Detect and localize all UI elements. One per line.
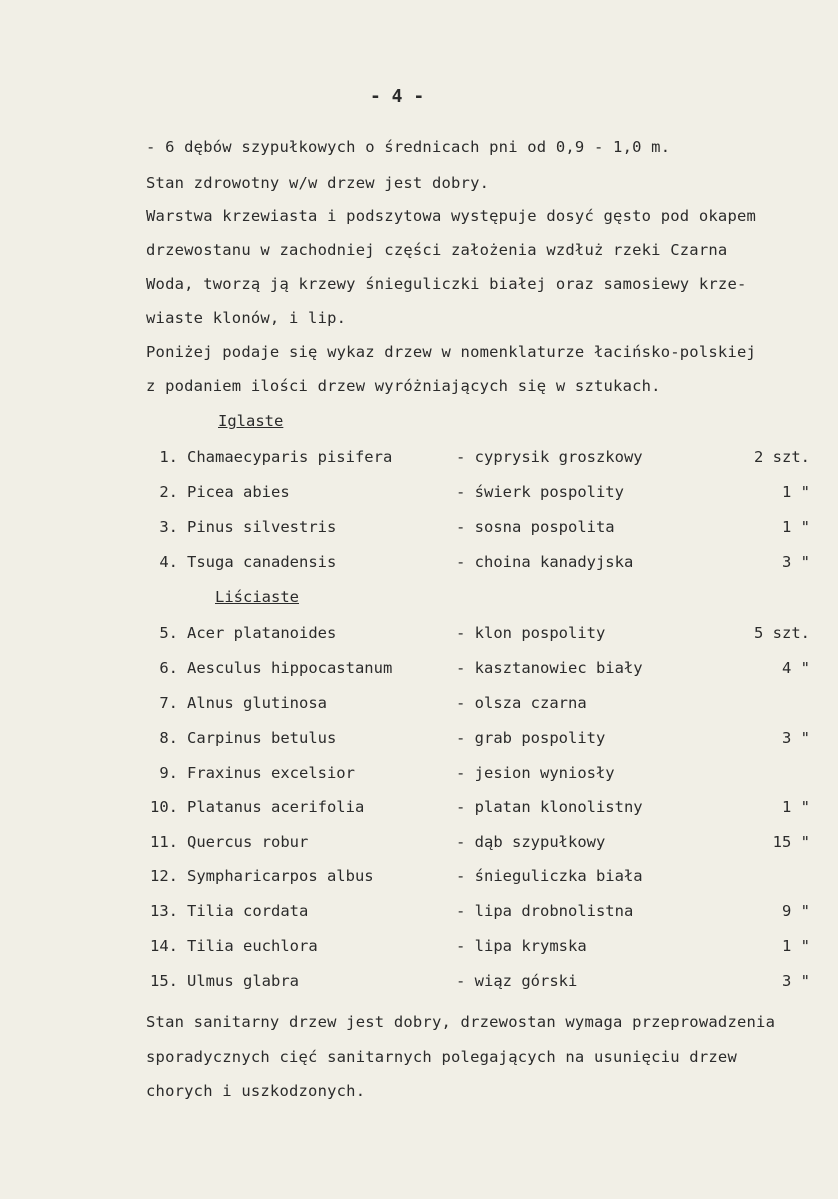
closing-line: chorych i uszkodzonych.	[146, 1082, 366, 1100]
row-number: 3.	[159, 518, 178, 536]
table-row	[0, 483, 838, 505]
intro-line: Woda, tworzą ją krzewy śnieguliczki białej oraz samosiewy krze-	[146, 275, 747, 293]
row-number: 5.	[159, 624, 178, 642]
quantity: 3 "	[782, 553, 810, 571]
table-row	[0, 972, 838, 994]
latin-name: Sympharicarpos albus	[187, 867, 374, 885]
polish-name: - lipa krymska	[456, 937, 587, 955]
latin-name: Ulmus glabra	[187, 972, 299, 990]
quantity: 3 "	[782, 729, 810, 747]
table-row	[0, 518, 838, 540]
polish-name: - kasztanowiec biały	[456, 659, 643, 677]
polish-name: - choina kanadyjska	[456, 553, 634, 571]
polish-name: - grab pospolity	[456, 729, 606, 747]
row-number: 4.	[159, 553, 178, 571]
latin-name: Acer platanoides	[187, 624, 337, 642]
latin-name: Fraxinus excelsior	[187, 764, 355, 782]
polish-name: - wiąz górski	[456, 972, 578, 990]
polish-name: - lipa drobnolistna	[456, 902, 634, 920]
quantity: 1 "	[782, 937, 810, 955]
quantity: 2 szt.	[754, 448, 810, 466]
latin-name: Aesculus hippocastanum	[187, 659, 393, 677]
quantity: 4 "	[782, 659, 810, 677]
intro-line: Stan zdrowotny w/w drzew jest dobry.	[146, 174, 490, 192]
table-row	[0, 624, 838, 646]
latin-name: Chamaecyparis pisifera	[187, 448, 393, 466]
table-row	[0, 553, 838, 575]
polish-name: - cyprysik groszkowy	[456, 448, 643, 466]
latin-name: Picea abies	[187, 483, 290, 501]
row-number: 1.	[159, 448, 178, 466]
polish-name: - klon pospolity	[456, 624, 606, 642]
table-row	[0, 659, 838, 681]
table-row	[0, 694, 838, 716]
latin-name: Tilia cordata	[187, 902, 309, 920]
latin-name: Alnus glutinosa	[187, 694, 327, 712]
row-number: 10.	[150, 798, 178, 816]
quantity: 1 "	[782, 483, 810, 501]
row-number: 9.	[159, 764, 178, 782]
page-number: - 4 -	[370, 86, 425, 107]
table-row	[0, 867, 838, 889]
polish-name: - jesion wyniosły	[456, 764, 615, 782]
quantity: 9 "	[782, 902, 810, 920]
section-heading-iglaste: Iglaste	[218, 412, 284, 430]
quantity: 15 "	[772, 833, 810, 851]
row-number: 11.	[150, 833, 178, 851]
quantity: 1 "	[782, 798, 810, 816]
polish-name: - olsza czarna	[456, 694, 587, 712]
table-row	[0, 798, 838, 820]
intro-line: Poniżej podaje się wykaz drzew w nomenklaturze łacińsko-polskiej	[146, 343, 757, 361]
intro-line: wiaste klonów, i lip.	[146, 309, 347, 327]
latin-name: Tsuga canadensis	[187, 553, 337, 571]
row-number: 7.	[159, 694, 178, 712]
intro-line: drzewostanu w zachodniej części założenia wzdłuż rzeki Czarna	[146, 241, 728, 259]
table-row	[0, 937, 838, 959]
table-row	[0, 902, 838, 924]
row-number: 6.	[159, 659, 178, 677]
quantity: 1 "	[782, 518, 810, 536]
closing-line: sporadycznych cięć sanitarnych polegających na usunięciu drzew	[146, 1048, 737, 1066]
row-number: 8.	[159, 729, 178, 747]
table-row	[0, 448, 838, 470]
section-heading-lisciaste: Liściaste	[215, 588, 299, 606]
row-number: 13.	[150, 902, 178, 920]
polish-name: - świerk pospolity	[456, 483, 624, 501]
latin-name: Quercus robur	[187, 833, 309, 851]
intro-line: - 6 dębów szypułkowych o średnicach pni od 0,9 - 1,0 m.	[146, 138, 671, 156]
row-number: 2.	[159, 483, 178, 501]
table-row	[0, 764, 838, 786]
polish-name: - sosna pospolita	[456, 518, 615, 536]
row-number: 15.	[150, 972, 178, 990]
latin-name: Tilia euchlora	[187, 937, 318, 955]
quantity: 5 szt.	[754, 624, 810, 642]
latin-name: Pinus silvestris	[187, 518, 337, 536]
polish-name: - dąb szypułkowy	[456, 833, 606, 851]
row-number: 14.	[150, 937, 178, 955]
polish-name: - platan klonolistny	[456, 798, 643, 816]
latin-name: Platanus acerifolia	[187, 798, 365, 816]
latin-name: Carpinus betulus	[187, 729, 337, 747]
quantity: 3 "	[782, 972, 810, 990]
closing-line: Stan sanitarny drzew jest dobry, drzewostan wymaga przeprowadzenia	[146, 1013, 776, 1031]
table-row	[0, 729, 838, 751]
intro-line: Warstwa krzewiasta i podszytowa występuje dosyć gęsto pod okapem	[146, 207, 757, 225]
table-row	[0, 833, 838, 855]
row-number: 12.	[150, 867, 178, 885]
intro-line: z podaniem ilości drzew wyróżniających się w sztukach.	[146, 377, 661, 395]
polish-name: - śnieguliczka biała	[456, 867, 643, 885]
